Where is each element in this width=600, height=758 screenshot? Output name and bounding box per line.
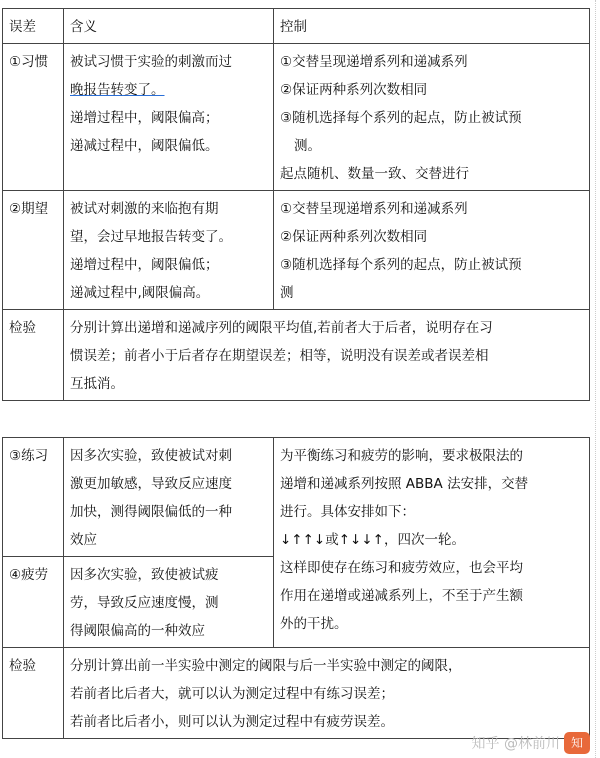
table-habituation-expectation xyxy=(2,8,590,401)
control-line: ③随机选择每个系列的起点，防止被试预 xyxy=(280,110,522,126)
meaning-line: 递减过程中，阈限偏低。 xyxy=(70,138,219,154)
control-line: ↓↑↑↓或↑↓↓↑，四次一轮。 xyxy=(280,532,465,548)
control-line: ③随机选择每个系列的起点，防止被试预 xyxy=(280,257,522,273)
control-cell xyxy=(274,438,590,648)
header-control: 控制 xyxy=(274,9,590,44)
error-name: ①习惯 xyxy=(3,44,64,191)
meaning-line: 望，会过早地报告转变了。 xyxy=(70,229,232,245)
page-edge-guide xyxy=(595,0,596,758)
table-header-row xyxy=(3,9,590,44)
table-row xyxy=(3,191,590,310)
meaning-line: 得阈限偏高的一种效应 xyxy=(70,623,205,639)
meaning-line: 递增过程中，阈限偏低； xyxy=(70,257,219,273)
control-cell xyxy=(274,44,590,191)
meaning-line: 被试对刺激的来临抱有期 xyxy=(70,201,219,217)
control-line: 作用在递增或递减系列上，不至于产生额 xyxy=(280,588,523,604)
control-line: 递增和递减系列按照 ABBA 法安排，交替 xyxy=(280,476,529,492)
check-text-cell xyxy=(64,310,590,401)
meaning-line: 效应 xyxy=(70,532,97,548)
meaning-line: 晚报告转变了。 xyxy=(70,82,165,98)
table-row xyxy=(3,438,590,557)
meaning-line: 劳，导致反应速度慢，测 xyxy=(70,595,219,611)
table-practice-fatigue xyxy=(2,437,590,739)
meaning-line: 递增过程中，阈限偏高； xyxy=(70,110,219,126)
meaning-line: 加快，测得阈限偏低的一种 xyxy=(70,504,232,520)
meaning-line: 因多次实验，致使被试对刺 xyxy=(70,448,232,464)
check-text-cell xyxy=(64,648,590,739)
error-name: ③练习 xyxy=(3,438,64,557)
check-row xyxy=(3,648,590,739)
meaning-line: 因多次实验，致使被试疲 xyxy=(70,567,219,583)
check-line: 分别计算出前一半实验中测定的阈限与后一半实验中测定的阈限， xyxy=(70,658,462,674)
meaning-line: 激更加敏感，导致反应速度 xyxy=(70,476,232,492)
watermark-text: 知乎 @林前川 xyxy=(471,736,560,752)
zhihu-logo-icon: 知 xyxy=(564,732,590,754)
meaning-cell xyxy=(64,191,274,310)
control-line: 为平衡练习和疲劳的影响，要求极限法的 xyxy=(280,448,523,464)
check-line: 分别计算出递增和递减序列的阈限平均值,若前者大于后者，说明存在习 xyxy=(70,320,493,336)
error-name: ④疲劳 xyxy=(3,557,64,648)
control-line: 测 xyxy=(280,285,294,301)
control-line: 测。 xyxy=(294,138,321,154)
meaning-line: 递减过程中,阈限偏高。 xyxy=(70,285,210,301)
meaning-cell xyxy=(64,557,274,648)
control-line: ①交替呈现递增系列和递减系列 xyxy=(280,54,468,70)
table-row xyxy=(3,44,590,191)
control-cell xyxy=(274,191,590,310)
control-line: 这样即使存在练习和疲劳效应，也会平均 xyxy=(280,560,523,576)
check-line: 惯误差；前者小于后者存在期望误差；相等，说明没有误差或者误差相 xyxy=(70,348,489,364)
error-name: ②期望 xyxy=(3,191,64,310)
check-label: 检验 xyxy=(3,310,64,401)
meaning-cell xyxy=(64,44,274,191)
control-line: 起点随机、数量一致、交替进行 xyxy=(280,166,469,182)
meaning-cell xyxy=(64,438,274,557)
check-line: 若前者比后者大，就可以认为测定过程中有练习误差； xyxy=(70,686,394,702)
check-line: 互抵消。 xyxy=(70,376,124,392)
header-meaning: 含义 xyxy=(64,9,274,44)
check-label: 检验 xyxy=(3,648,64,739)
zhihu-watermark xyxy=(472,732,590,754)
meaning-line: 被试习惯于实验的刺激而过 xyxy=(70,54,232,70)
control-line: ②保证两种系列次数相同 xyxy=(280,229,428,245)
check-line: 若前者比后者小，则可以认为测定过程中有疲劳误差。 xyxy=(70,714,394,730)
header-error: 误差 xyxy=(3,9,64,44)
control-line: ②保证两种系列次数相同 xyxy=(280,82,428,98)
control-line: 外的干扰。 xyxy=(280,616,348,632)
check-row xyxy=(3,310,590,401)
control-line: 进行。具体安排如下： xyxy=(280,504,415,520)
control-line: ①交替呈现递增系列和递减系列 xyxy=(280,201,468,217)
